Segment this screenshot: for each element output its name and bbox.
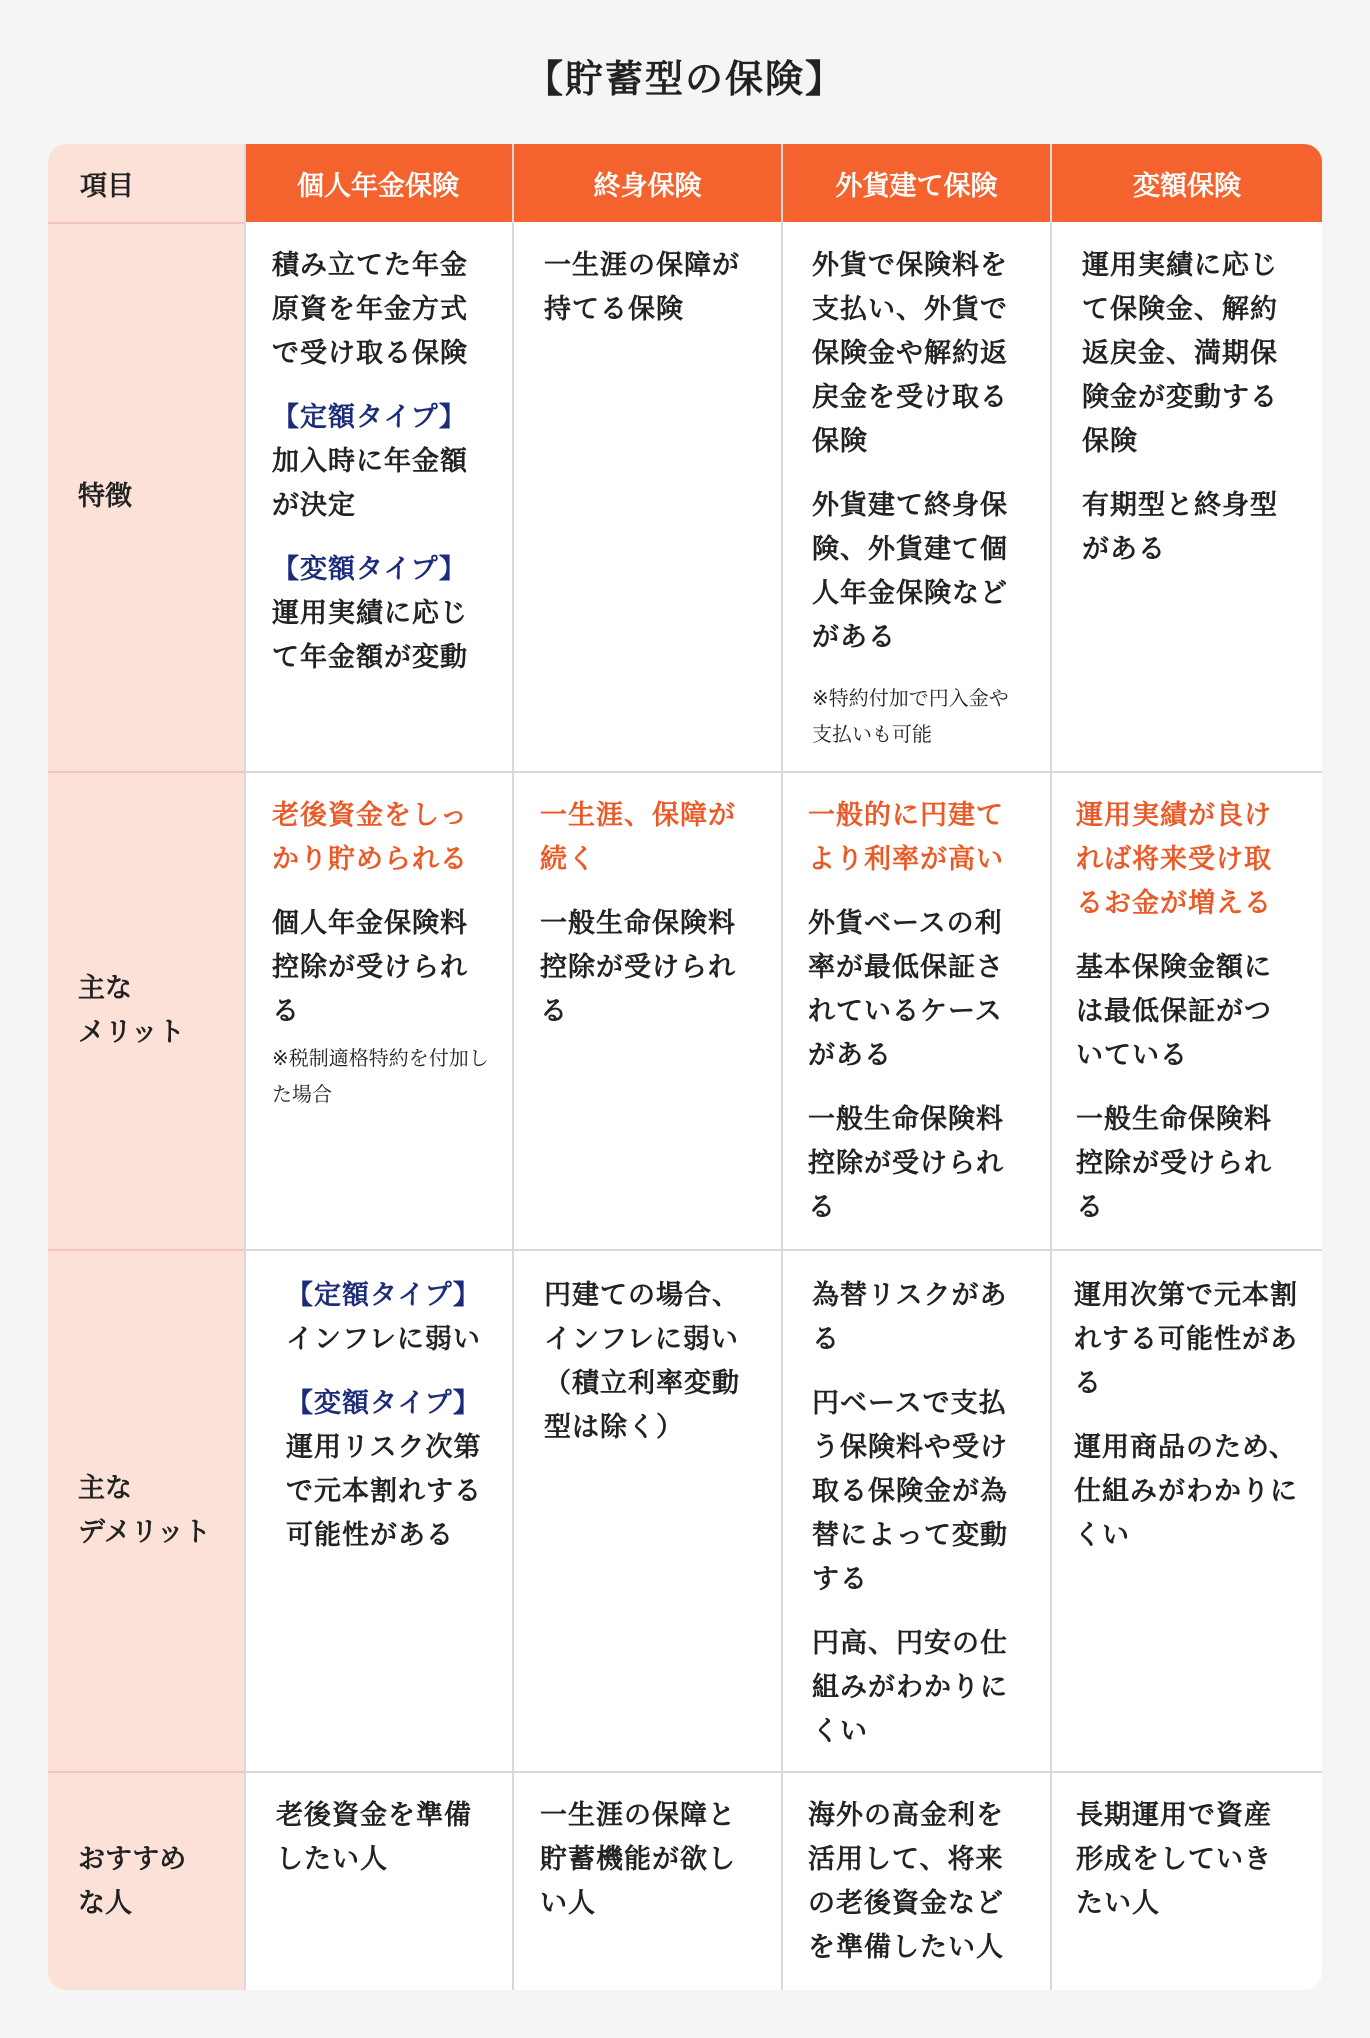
cell-text: インフレに弱い [286, 1324, 481, 1355]
header-col-whole-life: 終身保険 [514, 144, 781, 222]
cell-text: 個人年金保険料控除が受けられる [272, 908, 468, 1027]
cell-text: 円ベースで支払う保険料や受け取る保険金が為替によって変動する [812, 1388, 1008, 1595]
cell-text: 一般生命保険料控除が受けられる [540, 908, 736, 1027]
demerits-variable [1060, 1274, 1312, 1578]
divider [244, 771, 1322, 773]
header-col-individual-annuity: 個人年金保険 [244, 144, 512, 222]
divider [244, 144, 246, 1990]
features-variable [1068, 244, 1308, 592]
row-label-text: メリット [78, 1017, 185, 1048]
cell-text: 長期運用で資産形成をしていきたい人 [1076, 1800, 1272, 1919]
cell-text: 一生涯の保障が持てる保険 [544, 250, 740, 325]
cell-text: 外貨建て終身保険、外貨建て個人年金保険などがある [812, 490, 1008, 653]
header-item: 項目 [80, 170, 134, 202]
cell-text: 有期型と終身型がある [1082, 490, 1278, 565]
recommend-foreign-currency [794, 1794, 1034, 1990]
type-tag: 【変額タイプ】 [272, 554, 467, 585]
cell-text: 老後資金を準備したい人 [276, 1800, 472, 1875]
features-whole-life [530, 244, 766, 352]
merits-foreign-currency [794, 794, 1034, 1250]
row-label-merits [48, 773, 244, 1249]
cell-text: 基本保険金額には最低保証がついている [1076, 952, 1272, 1071]
merits-whole-life [526, 794, 766, 1054]
cell-text: 運用実績に応じて保険金、解約返戻金、満期保険金が変動する保険 [1082, 250, 1278, 457]
page-title: 【貯蓄型の保険】 [524, 57, 845, 101]
demerits-foreign-currency [798, 1274, 1038, 1774]
row-label-recommend [48, 1773, 244, 1990]
recommend-variable [1062, 1794, 1302, 1946]
demerits-whole-life [530, 1274, 766, 1470]
cell-text: 積み立てた年金原資を年金方式で受け取る保険 [272, 250, 468, 369]
cell-text: 円建ての場合、インフレに弱い（積立利率変動型は除く） [544, 1280, 740, 1443]
cell-text: 為替リスクがある [812, 1280, 1008, 1355]
cell-text: 運用商品のため、仕組みがわかりにくい [1074, 1432, 1298, 1551]
cell-text: 外貨ベースの利率が最低保証されているケースがある [808, 908, 1004, 1071]
comparison-table [48, 144, 1322, 1990]
cell-text: 外貨で保険料を支払い、外貨で保険金や解約返戻金を受け取る保険 [812, 250, 1008, 457]
features-foreign-currency [798, 244, 1038, 772]
row-label-text: 主な [78, 973, 132, 1004]
type-tag: 【定額タイプ】 [272, 402, 467, 433]
merits-individual-annuity [258, 794, 504, 1132]
divider [512, 144, 514, 1990]
divider [1050, 144, 1052, 1990]
merit-highlight: 運用実績が良ければ将来受け取るお金が増える [1076, 800, 1272, 919]
merits-variable [1062, 794, 1308, 1250]
cell-text: 一般生命保険料控除が受けられる [1076, 1104, 1272, 1223]
row-label-demerits [48, 1251, 244, 1771]
cell-text: 一般生命保険料控除が受けられる [808, 1104, 1004, 1223]
cell-text: 加入時に年金額が決定 [272, 446, 468, 521]
features-individual-annuity [258, 244, 504, 700]
row-label-features [48, 222, 244, 771]
cell-note: ※特約付加で円入金や支払いも可能 [812, 686, 1009, 746]
header-col-variable: 変額保険 [1052, 144, 1322, 222]
row-label-text: デメリット [78, 1517, 211, 1548]
cell-text: 一生涯の保障と貯蓄機能が欲しい人 [540, 1800, 736, 1919]
row-label-text: な人 [78, 1887, 132, 1919]
cell-text: 海外の高金利を活用して、将来の老後資金などを準備したい人 [808, 1800, 1004, 1963]
divider [781, 144, 783, 1990]
cell-text: 運用リスク次第で元本割れする可能性がある [286, 1432, 482, 1551]
type-tag: 【変額タイプ】 [286, 1388, 481, 1419]
divider [244, 1771, 1322, 1773]
merit-highlight: 一生涯、保障が続く [540, 800, 736, 875]
merit-highlight: 老後資金をしっかり貯められる [272, 800, 468, 875]
merit-highlight: 一般的に円建てより利率が高い [808, 800, 1004, 875]
row-label-text: 主な [78, 1473, 132, 1504]
cell-text: 運用実績に応じて年金額が変動 [272, 598, 468, 673]
recommend-individual-annuity [262, 1794, 502, 1902]
type-tag: 【定額タイプ】 [286, 1280, 481, 1311]
row-label-text: 特徴 [78, 480, 132, 512]
header-col-foreign-currency: 外貨建て保険 [783, 144, 1050, 222]
cell-text: 円高、円安の仕組みがわかりにくい [812, 1628, 1008, 1747]
cell-note: ※税制適格特約を付加した場合 [272, 1046, 489, 1106]
demerits-individual-annuity [272, 1274, 504, 1578]
cell-text: 運用次第で元本割れする可能性がある [1074, 1280, 1298, 1399]
recommend-whole-life [526, 1794, 766, 1946]
row-label-text: おすすめ [78, 1843, 187, 1875]
